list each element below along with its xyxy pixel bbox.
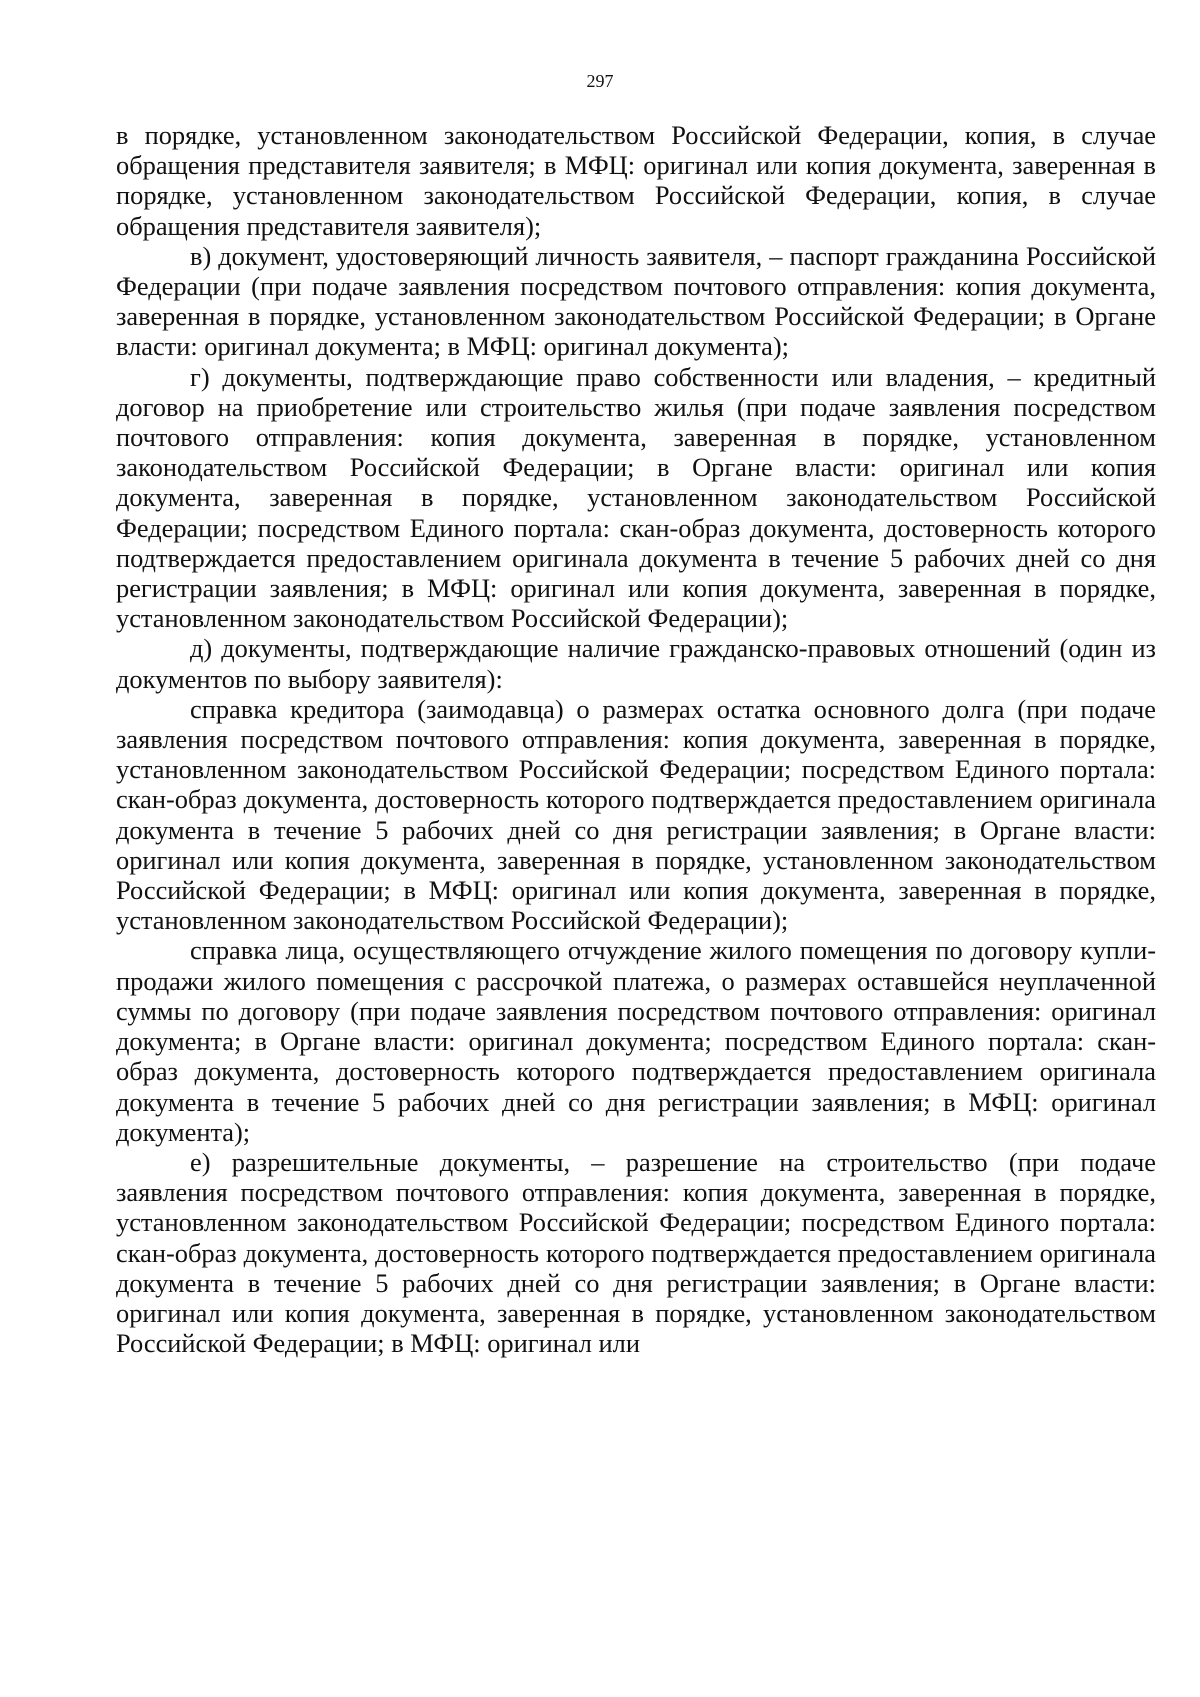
paragraph-item-g: г) документы, подтверждающие право собственности или владения, – кредитный договор на приобретение или строительство жилья (при подаче заявления посредством почтового отправления: копия документа, заверенная в порядке, установленном законодательством Российской Федерации; в Органе власти: оригинал или копия документа, заверенная в порядке, установленном законодательством Российской Федерации; посредством Единого портала: скан-образ документа, достоверность которого подтверждается предоставлением оригинала документа в течение 5 рабочих дней со дня регистрации заявления; в МФЦ: оригинал или копия документа, заверенная в порядке, установленном законодательством Российской Федерации); — [116, 361, 1156, 634]
paragraph-item-v: в) документ, удостоверяющий личность заявителя, – паспорт гражданина Российской Федерации (при подаче заявления посредством почтового отправления: копия документа, заверенная в порядке, установленном законодательством Российской Федерации; в Органе власти: оригинал документа; в МФЦ: оригинал документа); — [116, 240, 1156, 362]
paragraph-item-e: е) разрешительные документы, – разрешение на строительство (при подаче заявления посредством почтового отправления: копия документа, заверенная в порядке, установленном законодательством Российской Федерации; посредством Единого портала: скан-образ документа, достоверность которого подтверждается предоставлением оригинала документа в течение 5 рабочих дней со дня регистрации заявления; в Органе власти: оригинал или копия документа, заверенная в порядке, установленном законодательством Российской Федерации; в МФЦ: оригинал или — [116, 1146, 1156, 1359]
paragraph-item-d: д) документы, подтверждающие наличие гражданско-правовых отношений (один из документов по выбору заявителя): — [116, 633, 1156, 694]
paragraph-continuation: в порядке, установленном законодательством Российской Федерации, копия, в случае обращения представителя заявителя; в МФЦ: оригинал или копия документа, заверенная в порядке, установленном законодательством Российской Федерации, копия, в случае обращения представителя заявителя); — [116, 120, 1156, 241]
paragraph-creditor-certificate: справка кредитора (заимодавца) о размерах остатка основного долга (при подаче заявления посредством почтового отправления: копия документа, заверенная в порядке, установленном законодательством Российской Федерации; посредством Единого портала: скан-образ документа, достоверность которого подтверждается предоставлением оригинала документа в течение 5 рабочих дней со дня регистрации заявления; в Органе власти: оригинал или копия документа, заверенная в порядке, установленном законодательством Российской Федерации; в МФЦ: оригинал или копия документа, заверенная в порядке, установленном законодательством Российской Федерации); — [116, 693, 1156, 936]
paragraph-seller-certificate: справка лица, осуществляющего отчуждение жилого помещения по договору купли-продажи жилого помещения с рассрочкой платежа, о размерах оставшейся неуплаченной суммы по договору (при подаче заявления посредством почтового отправления: оригинал документа; в Органе власти: оригинал документа; посредством Единого портала: скан-образ документа, достоверность которого подтверждается предоставлением оригинала документа в течение 5 рабочих дней со дня регистрации заявления; в МФЦ: оригинал документа); — [116, 935, 1156, 1147]
page-number: 297 — [586, 71, 614, 91]
document-body — [116, 120, 1156, 1358]
